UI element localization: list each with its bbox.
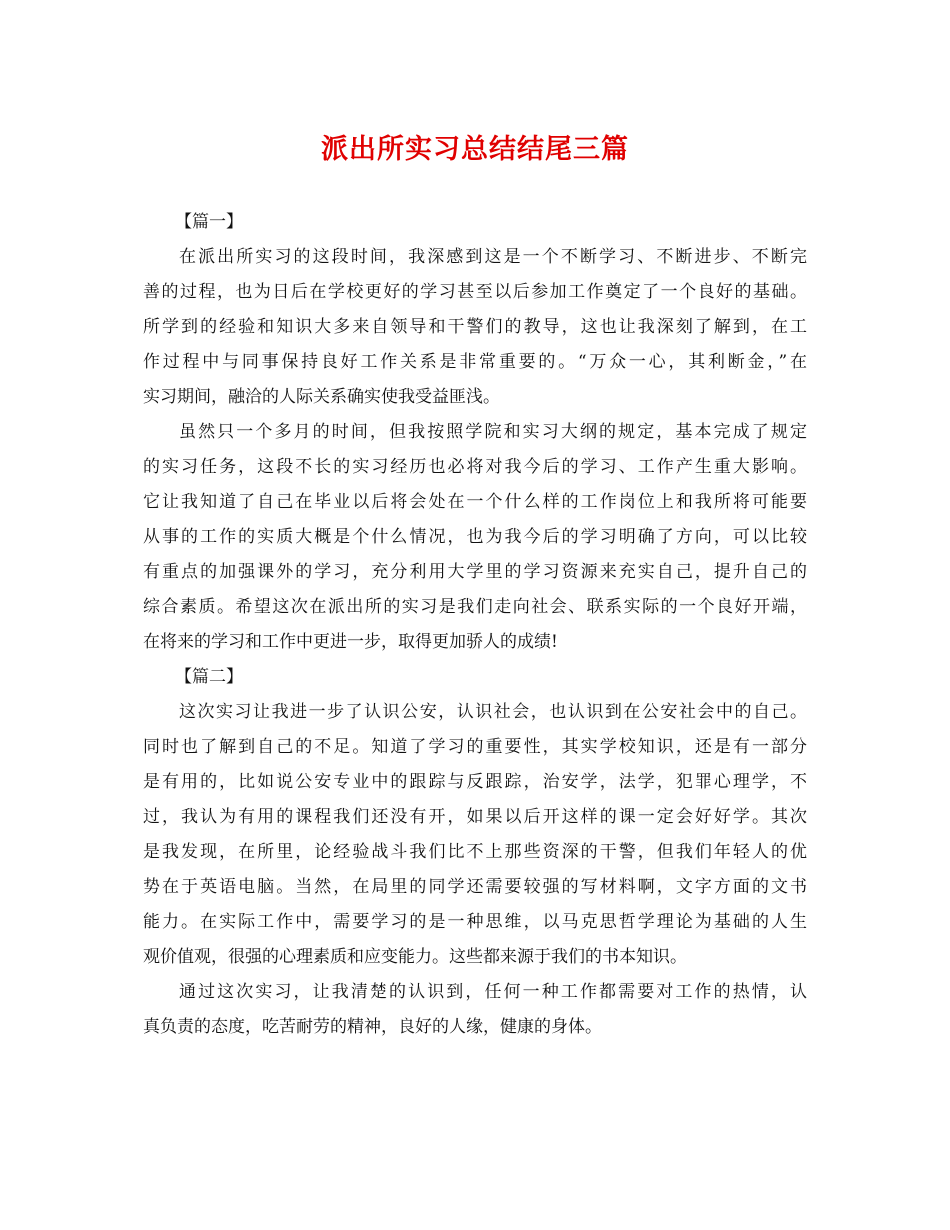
document-title: 派出所实习总结结尾三篇 [321, 134, 629, 165]
text-line: 综合素质。希望这次在派出所的实习是我们走向社会、联系实际的一个良好开端， [143, 597, 807, 617]
paragraph [143, 415, 807, 660]
text-line: 从事的工作的实质大概是个什么情况，也为我今后的学习明确了方向，可以比较 [143, 527, 807, 547]
document-body [143, 205, 807, 1045]
text-line: 同时也了解到自己的不足。知道了学习的重要性，其实学校知识，还是有一部分 [143, 737, 807, 757]
text-line: 的实习任务，这段不长的实习经历也必将对我今后的学习、工作产生重大影响。 [143, 457, 807, 477]
text-line: 过，我认为有用的课程我们还没有开，如果以后开这样的课一定会好好学。其次 [143, 807, 807, 827]
text-line: 势在于英语电脑。当然，在局里的同学还需要较强的写材料啊，文字方面的文书 [143, 877, 807, 897]
text-line: 实习期间，融洽的人际关系确实使我受益匪浅。 [143, 387, 500, 407]
paragraph [143, 695, 807, 975]
text-line: 善的过程，也为日后在学校更好的学习甚至以后参加工作奠定了一个良好的基础。 [143, 282, 807, 302]
text-line: 真负责的态度，吃苦耐劳的精神，良好的人缘，健康的身体。 [143, 1017, 602, 1037]
text-line: 能力。在实际工作中，需要学习的是一种思维，以马克思哲学理论为基础的人生 [143, 912, 807, 932]
text-line: 在派出所实习的这段时间，我深感到这是一个不断学习、不断进步、不断完 [179, 247, 807, 267]
text-line: 虽然只一个多月的时间，但我按照学院和实习大纲的规定，基本完成了规定 [179, 422, 807, 442]
text-line: 这次实习让我进一步了认识公安，认识社会，也认识到在公安社会中的自己。 [179, 702, 807, 722]
text-line: 作过程中与同事保持良好工作关系是非常重要的。“万众一心，其利断金，”在 [143, 352, 807, 372]
text-line: 有重点的加强课外的学习，充分利用大学里的学习资源来充实自己，提升自己的 [143, 562, 807, 582]
text-line: 所学到的经验和知识大多来自领导和干警们的教导，这也让我深刻了解到，在工 [143, 317, 807, 337]
text-line: 观价值观，很强的心理素质和应变能力。这些都来源于我们的书本知识。 [143, 947, 687, 967]
section-heading-2: 【篇二】 [175, 667, 243, 687]
section-heading-1: 【篇一】 [175, 212, 243, 232]
paragraph [143, 240, 807, 415]
paragraph [143, 975, 807, 1045]
text-line: 是有用的，比如说公安专业中的跟踪与反跟踪，治安学，法学，犯罪心理学，不 [143, 772, 807, 792]
text-line: 是我发现，在所里，论经验战斗我们比不上那些资深的干警，但我们年轻人的优 [143, 842, 807, 862]
text-line: 它让我知道了自己在毕业以后将会处在一个什么样的工作岗位上和我所将可能要 [143, 492, 807, 512]
text-line: 通过这次实习，让我清楚的认识到，任何一种工作都需要对工作的热情，认 [179, 982, 807, 1002]
text-line: 在将来的学习和工作中更进一步，取得更加骄人的成绩! [143, 632, 558, 652]
